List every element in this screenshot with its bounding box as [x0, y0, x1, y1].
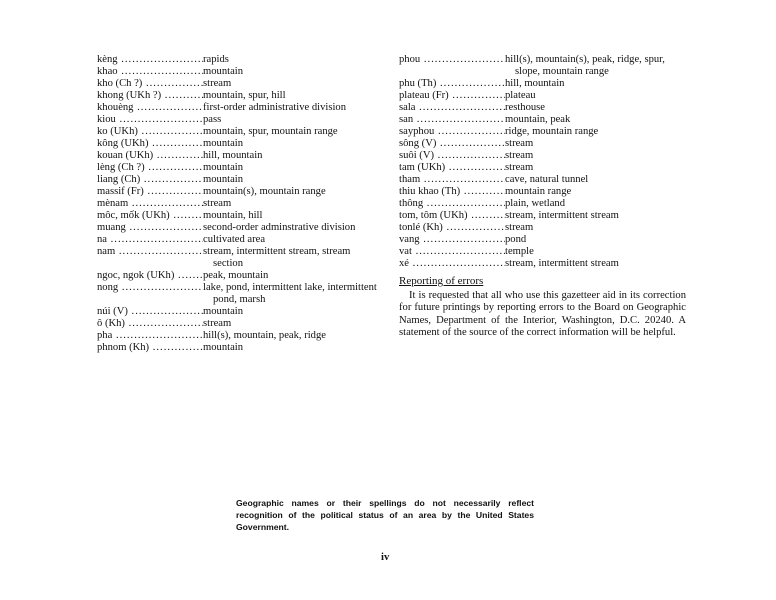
- glossary-term: sông (V) .....: [399, 138, 505, 150]
- glossary-definition: [505, 174, 686, 186]
- definition-line: peak, mountain: [203, 270, 269, 281]
- glossary-term: kouan (UKh) .....: [97, 150, 203, 162]
- glossary-definition: [203, 126, 380, 138]
- glossary-term: vang .....: [399, 234, 505, 246]
- glossary-term: tom, tôm (UKh) .....: [399, 210, 505, 222]
- glossary-term: khouèng .....: [97, 102, 203, 114]
- glossary-definition: [505, 90, 686, 102]
- glossary-entry: [399, 174, 686, 186]
- glossary-right-column: [399, 54, 686, 339]
- definition-line: mountain, spur, mountain range: [203, 126, 338, 137]
- definition-line: rapids: [203, 54, 229, 65]
- definition-line: stream: [203, 198, 232, 209]
- glossary-definition: [505, 78, 686, 90]
- glossary-definition: [203, 102, 380, 114]
- glossary-entry: [399, 198, 686, 210]
- definition-line: stream: [505, 162, 534, 173]
- glossary-definition: [505, 234, 686, 246]
- glossary-term: vat .....: [399, 246, 505, 258]
- definition-line: resthouse: [505, 102, 546, 113]
- glossary-entry: [97, 126, 380, 138]
- glossary-term: lèng (Ch ?) .....: [97, 162, 203, 174]
- definition-line: stream: [203, 318, 232, 329]
- glossary-term: sala .....: [399, 102, 505, 114]
- glossary-term: nam .....: [97, 246, 203, 258]
- glossary-entry: [399, 102, 686, 114]
- glossary-definition: [505, 126, 686, 138]
- glossary-term: liang (Ch) .....: [97, 174, 203, 186]
- errors-heading: Reporting of errors: [399, 275, 484, 287]
- page-number: iv: [381, 552, 390, 563]
- glossary-term: thông .....: [399, 198, 505, 210]
- glossary-definition: [203, 138, 380, 150]
- glossary-term: suôi (V) .....: [399, 150, 505, 162]
- glossary-term: muang .....: [97, 222, 203, 234]
- glossary-term: pha .....: [97, 330, 203, 342]
- glossary-definition: [203, 162, 380, 174]
- glossary-entry: [399, 210, 686, 222]
- glossary-entry: [97, 174, 380, 186]
- glossary-term: sayphou .....: [399, 126, 505, 138]
- definition-line: pond: [505, 234, 527, 245]
- definition-line: mountain(s), mountain range: [203, 186, 326, 197]
- glossary-definition: [505, 186, 686, 198]
- glossary-definition: [203, 54, 380, 66]
- glossary-term: thiu khao (Th) .....: [399, 186, 505, 198]
- glossary-term: tham .....: [399, 174, 505, 186]
- glossary-definition: [203, 66, 380, 78]
- glossary-definition: [203, 90, 380, 102]
- definition-line: stream: [203, 78, 232, 89]
- definition-line: hill(s), mountain(s), peak, ridge, spur,: [505, 54, 665, 65]
- glossary-entry: [97, 66, 380, 78]
- glossary-definition: [203, 342, 380, 354]
- glossary-entry: [97, 138, 380, 150]
- glossary-definition: [505, 102, 686, 114]
- glossary-term: ko (UKh) .....: [97, 126, 203, 138]
- glossary-term: khao .....: [97, 66, 203, 78]
- glossary-right-entries: [399, 54, 686, 270]
- glossary-term: na .....: [97, 234, 203, 246]
- glossary-entry: [399, 126, 686, 138]
- definition-line: second-order adminstrative division: [203, 222, 356, 233]
- errors-paragraph: It is requested that all who use this gazetteer aid in its correction for future printings by reporting errors to the Board on Geographic Names, Department of the Interior, Washington, D.C. 20240. A statement of the source of the correct information will be helpful.: [399, 290, 686, 338]
- glossary-definition: [505, 138, 686, 150]
- glossary-definition: [505, 198, 686, 210]
- definition-line: ridge, mountain range: [505, 126, 599, 137]
- glossary-entry: [97, 78, 380, 90]
- definition-line: lake, pond, intermittent lake, intermittent: [203, 282, 377, 293]
- definition-line: hill, mountain: [203, 150, 263, 161]
- glossary-term: massif (Fr) .....: [97, 186, 203, 198]
- glossary-definition: [203, 150, 380, 162]
- glossary-definition: [505, 114, 686, 126]
- glossary-entry: [399, 222, 686, 234]
- definition-line: stream: [505, 150, 534, 161]
- glossary-entry: [399, 162, 686, 174]
- glossary-term: tam (UKh) .....: [399, 162, 505, 174]
- glossary-definition: [203, 330, 380, 342]
- definition-line: mountain: [203, 174, 244, 185]
- glossary-entry: [97, 90, 380, 102]
- glossary-term: plateau (Fr) .....: [399, 90, 505, 102]
- glossary-entry: [97, 342, 380, 354]
- glossary-entry: [97, 282, 380, 306]
- glossary-definition: [505, 54, 686, 78]
- glossary-term: ô (Kh) .....: [97, 318, 203, 330]
- definition-line: plateau: [505, 90, 536, 101]
- definition-line: mountain: [203, 138, 244, 149]
- political-disclaimer: Geographic names or their spellings do not necessarily reflect recognition of the political status of an area by the United States Government.: [236, 498, 534, 532]
- definition-line: first-order administrative division: [203, 102, 346, 113]
- definition-line: mountain, peak: [505, 114, 571, 125]
- glossary-entry: [97, 246, 380, 270]
- glossary-definition: [203, 210, 380, 222]
- definition-line: mountain, hill: [203, 210, 263, 221]
- definition-line: mountain: [203, 162, 244, 173]
- glossary-left-column: [97, 54, 380, 354]
- glossary-term: kèng .....: [97, 54, 203, 66]
- glossary-entry: [399, 78, 686, 90]
- definition-line: stream: [505, 222, 534, 233]
- glossary-entry: [97, 162, 380, 174]
- glossary-entry: [399, 138, 686, 150]
- glossary-term: san .....: [399, 114, 505, 126]
- glossary-definition: [505, 222, 686, 234]
- glossary-entry: [399, 186, 686, 198]
- glossary-entry: [97, 318, 380, 330]
- glossary-definition: [203, 282, 380, 306]
- glossary-entry: [399, 54, 686, 78]
- glossary-term: xé .....: [399, 258, 505, 270]
- glossary-term: phu (Th) .....: [399, 78, 505, 90]
- glossary-definition: [203, 186, 380, 198]
- definition-line: stream: [505, 138, 534, 149]
- glossary-definition: [505, 150, 686, 162]
- glossary-definition: [203, 318, 380, 330]
- definition-line: stream, intermittent stream, stream: [203, 246, 351, 257]
- glossary-entry: [97, 330, 380, 342]
- glossary-entry: [97, 198, 380, 210]
- glossary-entry: [97, 54, 380, 66]
- glossary-entry: [97, 186, 380, 198]
- glossary-definition: [203, 270, 380, 282]
- glossary-definition: [505, 258, 686, 270]
- definition-line: mountain: [203, 306, 244, 317]
- glossary-entry: [399, 90, 686, 102]
- glossary-entry: [97, 102, 380, 114]
- glossary-entry: [97, 150, 380, 162]
- definition-line: temple: [505, 246, 534, 257]
- glossary-entry: [399, 150, 686, 162]
- definition-line: section: [213, 258, 244, 269]
- definition-line: mountain: [203, 66, 244, 77]
- glossary-definition: [203, 174, 380, 186]
- definition-line: slope, mountain range: [515, 66, 609, 77]
- glossary-entry: [97, 222, 380, 234]
- glossary-definition: [505, 210, 686, 222]
- definition-line: stream, intermittent stream: [505, 258, 619, 269]
- glossary-term: khong (UKh ?) .....: [97, 90, 203, 102]
- glossary-definition: [505, 246, 686, 258]
- glossary-entry: [399, 258, 686, 270]
- glossary-entry: [97, 210, 380, 222]
- definition-line: pond, marsh: [213, 294, 266, 305]
- definition-line: mountain range: [505, 186, 572, 197]
- glossary-term: tonlé (Kh) .....: [399, 222, 505, 234]
- glossary-term: núi (V) .....: [97, 306, 203, 318]
- definition-line: cultivated area: [203, 234, 266, 245]
- glossary-term: môc, mốk (UKh) .....: [97, 210, 203, 222]
- definition-line: mountain: [203, 342, 244, 353]
- glossary-entry: [97, 234, 380, 246]
- glossary-term: mènam .....: [97, 198, 203, 210]
- glossary-entry: [97, 270, 380, 282]
- definition-line: stream, intermittent stream: [505, 210, 619, 221]
- definition-line: hill(s), mountain, peak, ridge: [203, 330, 326, 341]
- glossary-entry: [399, 114, 686, 126]
- glossary-term: phnom (Kh) .....: [97, 342, 203, 354]
- glossary-term: kiou .....: [97, 114, 203, 126]
- glossary-term: nong .....: [97, 282, 203, 294]
- definition-line: mountain, spur, hill: [203, 90, 286, 101]
- glossary-entry: [399, 246, 686, 258]
- definition-line: pass: [203, 114, 222, 125]
- definition-line: plain, wetland: [505, 198, 566, 209]
- glossary-definition: [203, 114, 380, 126]
- glossary-entry: [97, 306, 380, 318]
- glossary-term: phou .....: [399, 54, 505, 66]
- glossary-definition: [203, 198, 380, 210]
- glossary-definition: [505, 162, 686, 174]
- glossary-term: kho (Ch ?) .....: [97, 78, 203, 90]
- glossary-entry: [97, 114, 380, 126]
- definition-line: cave, natural tunnel: [505, 174, 589, 185]
- glossary-entry: [399, 234, 686, 246]
- glossary-term: ngoc, ngok (UKh) .....: [97, 270, 203, 282]
- glossary-term: kông (UKh) .....: [97, 138, 203, 150]
- glossary-definition: [203, 306, 380, 318]
- glossary-definition: [203, 222, 380, 234]
- glossary-definition: [203, 78, 380, 90]
- glossary-definition: [203, 234, 380, 246]
- definition-line: hill, mountain: [505, 78, 565, 89]
- glossary-definition: [203, 246, 380, 270]
